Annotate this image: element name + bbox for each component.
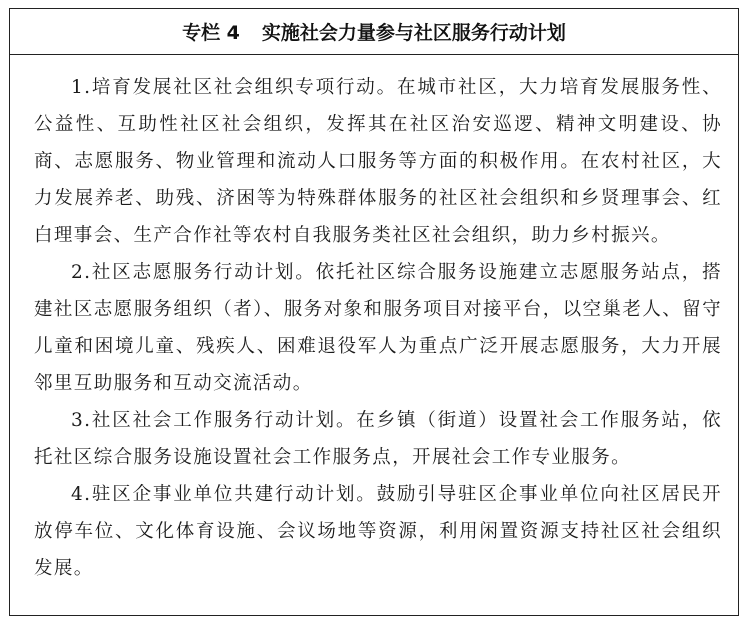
paragraph-1: 1.培育发展社区社会组织专项行动。在城市社区，大力培育发展服务性、公益性、互助性社区社会组织，发挥其在社区治安巡逻、精神文明建设、协商、志愿服务、物业管理和流动人口服务等方面的积极作用。在农村社区，大力发展养老、助残、济困等为特殊群体服务的社区社会组织和乡贤理事会、红白理事会、生产合作社等农村自我服务类社区社会组织，助力乡村振兴。	[34, 77, 722, 246]
box-label: 专栏 4	[182, 22, 240, 44]
box-title: 实施社会力量参与社区服务行动计划	[261, 22, 566, 44]
feature-box	[9, 8, 739, 616]
box-header	[10, 9, 738, 55]
box-content	[34, 69, 722, 587]
paragraph-2: 2.社区志愿服务行动计划。依托社区综合服务设施建立志愿服务站点，搭建社区志愿服务组织（者）、服务对象和服务项目对接平台，以空巢老人、留守儿童和困境儿童、残疾人、困难退役军人为重点广泛开展志愿服务，大力开展邻里互助服务和互动交流活动。	[34, 262, 722, 394]
paragraph-3: 3.社区社会工作服务行动计划。在乡镇（街道）设置社会工作服务站，依托社区综合服务设施设置社会工作服务点，开展社会工作专业服务。	[34, 410, 722, 468]
paragraph-4: 4.驻区企事业单位共建行动计划。鼓励引导驻区企事业单位向社区居民开放停车位、文化体育设施、会议场地等资源，利用闲置资源支持社区社会组织发展。	[34, 484, 722, 579]
